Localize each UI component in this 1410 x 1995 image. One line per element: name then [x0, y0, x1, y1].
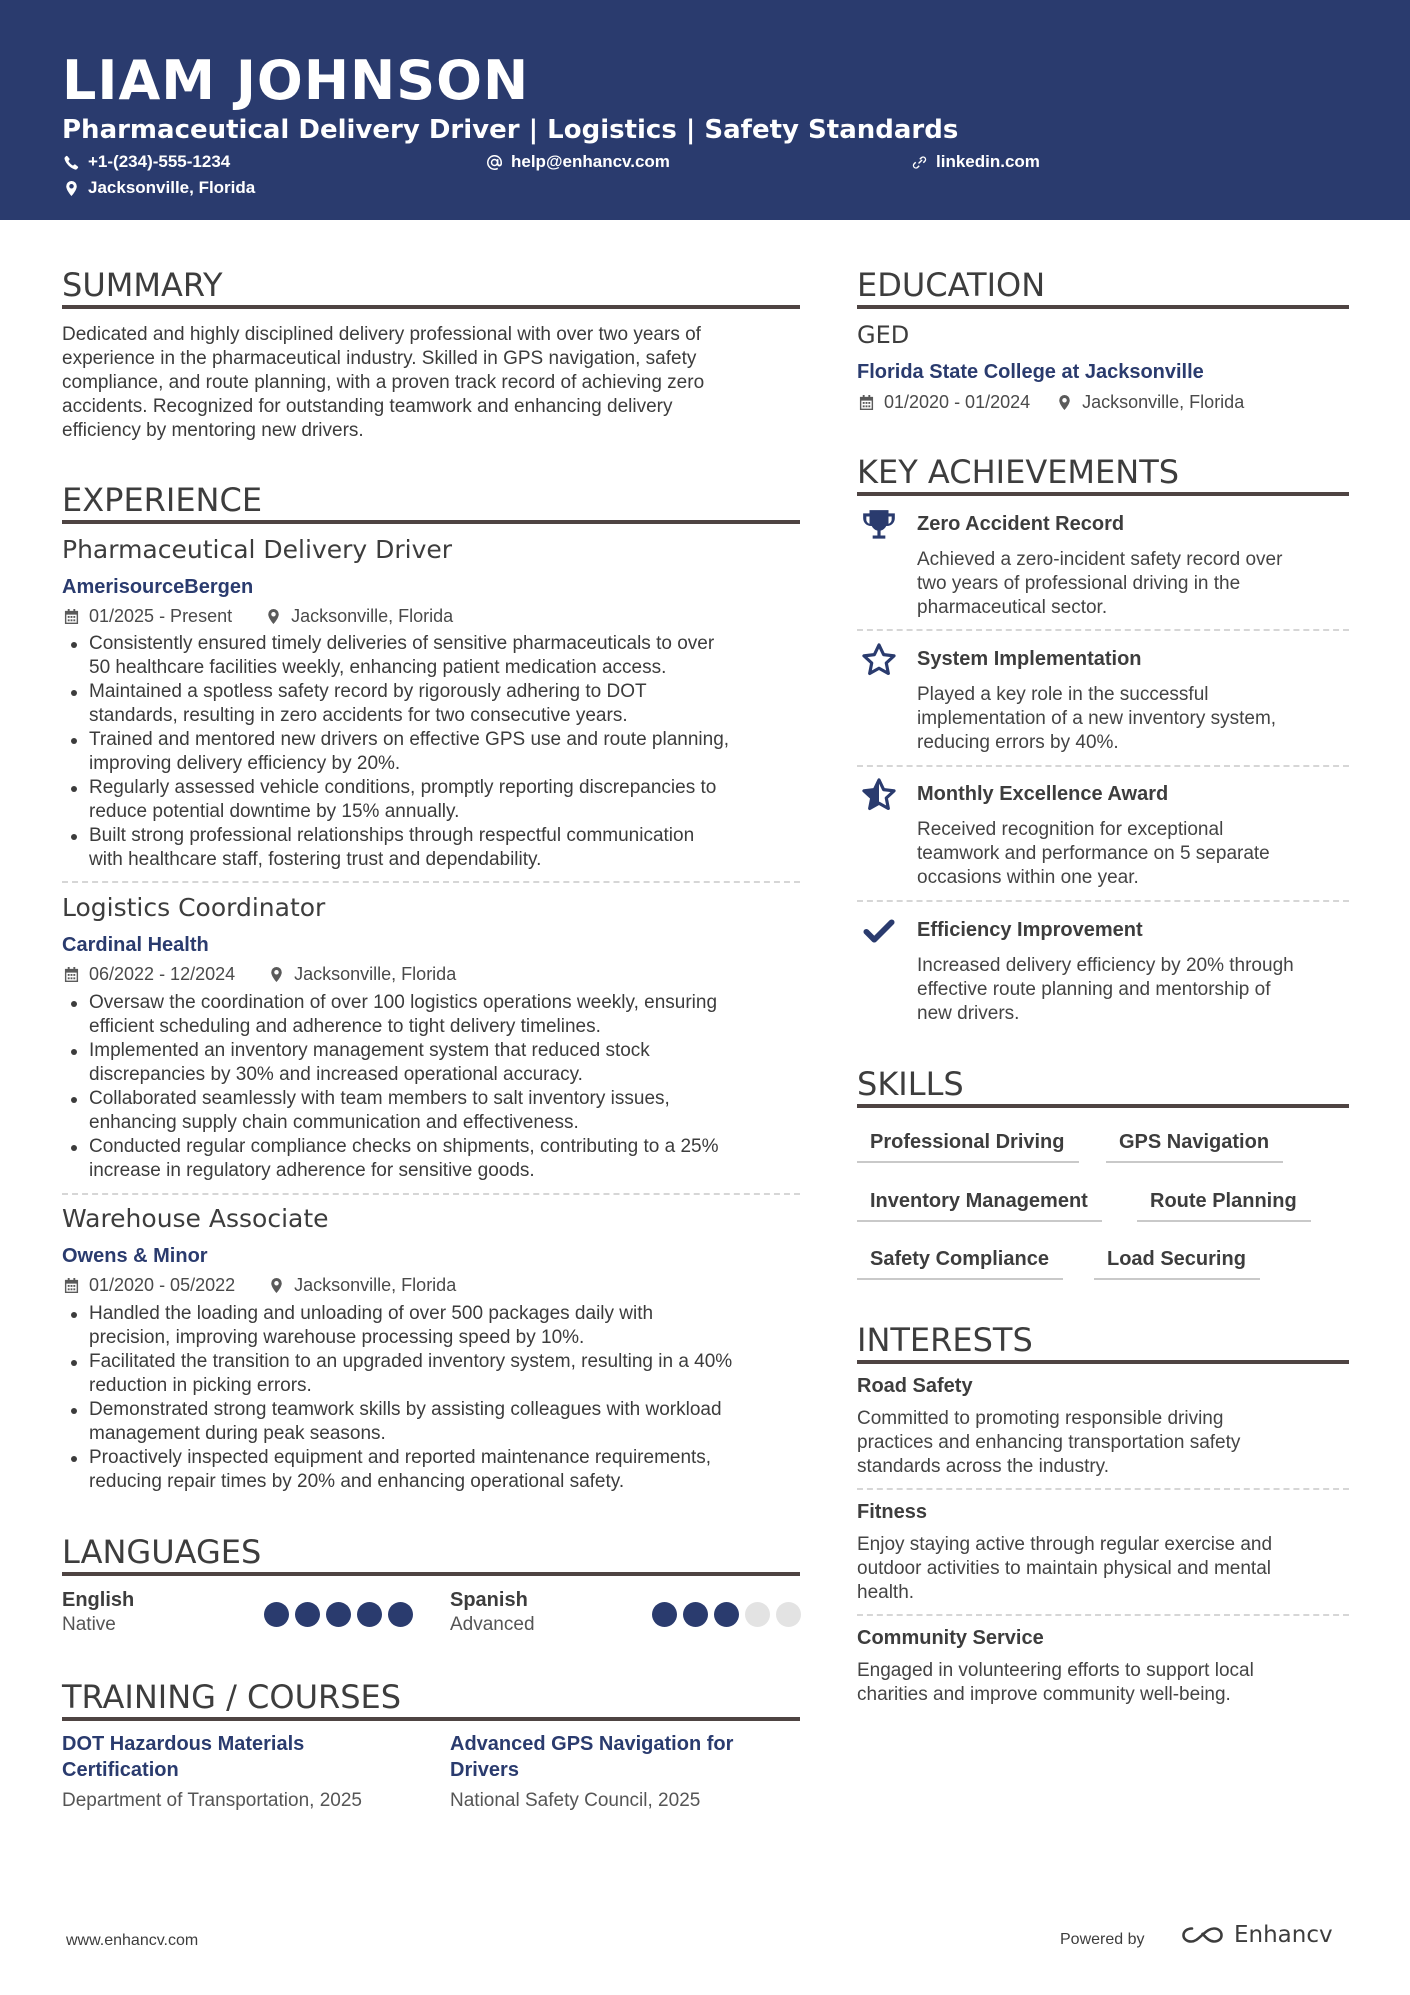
skills-heading: SKILLS: [857, 1065, 964, 1103]
education-rule: [857, 305, 1349, 309]
training-rule: [62, 1717, 800, 1721]
interest-desc: Engaged in volunteering efforts to support local charities and improve community well-being.: [857, 1660, 1254, 1705]
achievement-title: Zero Accident Record: [917, 513, 1125, 535]
language-level: Native: [62, 1614, 116, 1635]
language-name: Spanish: [450, 1589, 528, 1611]
checkmark-icon: [860, 912, 898, 950]
location-text: Jacksonville, Florida: [88, 178, 256, 197]
interest-title: Community Service: [857, 1627, 1044, 1649]
bullet-item: Demonstrated strong teamwork skills by assisting colleagues with workload management during peak seasons.: [62, 1398, 802, 1446]
course-title: Advanced GPS Navigation for Drivers: [450, 1733, 734, 1781]
job-location: Jacksonville, Florida: [294, 964, 457, 984]
skill-tag: Safety Compliance: [857, 1246, 1063, 1280]
rating-dot-filled: [388, 1602, 413, 1627]
rating-dot-empty: [745, 1602, 770, 1627]
location-pin-icon: [269, 967, 284, 982]
achievement-title: Efficiency Improvement: [917, 919, 1143, 941]
footer-url[interactable]: www.enhancv.com: [66, 1932, 199, 1949]
school-name: Florida State College at Jacksonville: [857, 361, 1204, 383]
brand-name: Enhancv: [1234, 1922, 1333, 1948]
language-rating: [652, 1602, 801, 1627]
bullet-item: Proactively inspected equipment and reported maintenance requirements, reducing repair times by 20% and enhancing operational safety.: [62, 1446, 802, 1494]
interest-desc: Committed to promoting responsible driving practices and enhancing transportation safety standards across the industry.: [857, 1408, 1241, 1477]
location-pin-icon: [269, 1278, 284, 1293]
summary-line: experience in the pharmaceutical industry. Skilled in GPS navigation, safety: [62, 348, 697, 369]
job-title: Logistics Coordinator: [62, 893, 326, 922]
rating-dot-filled: [326, 1602, 351, 1627]
resume-header: [0, 0, 1410, 220]
job-divider: [62, 1193, 800, 1195]
star-half-icon: [860, 776, 898, 814]
location-pin-icon: [266, 609, 281, 624]
bullet-item: Regularly assessed vehicle conditions, promptly reporting discrepancies to reduce potential downtime by 15% annually.: [62, 776, 802, 824]
skill-tag: Route Planning: [1137, 1188, 1311, 1222]
interest-title: Fitness: [857, 1501, 928, 1523]
job-location: Jacksonville, Florida: [294, 1275, 457, 1295]
job-bullets: [62, 991, 802, 1183]
calendar-icon: [64, 1278, 79, 1293]
skill-tag: Inventory Management: [857, 1188, 1102, 1222]
experience-heading: EXPERIENCE: [62, 481, 263, 519]
languages-heading: LANGUAGES: [62, 1533, 262, 1571]
star-outline-icon: [860, 641, 898, 679]
at-icon: [487, 155, 502, 170]
education-meta: [859, 391, 1244, 413]
interest-divider: [857, 1614, 1349, 1616]
job-meta: [64, 605, 453, 627]
job-dates: 01/2025 - Present: [89, 606, 233, 626]
rating-dot-filled: [683, 1602, 708, 1627]
course-title: DOT Hazardous Materials Certification: [62, 1733, 305, 1781]
language-level: Advanced: [450, 1614, 535, 1635]
bullet-item: Consistently ensured timely deliveries of sensitive pharmaceuticals to over 50 healthcare facilities weekly, enhancing patient medication access.: [62, 632, 802, 680]
course-provider: Department of Transportation, 2025: [62, 1790, 362, 1811]
location-pin-icon: [1057, 395, 1072, 410]
contact-linkedin[interactable]: [912, 151, 1040, 173]
skills-rule: [857, 1104, 1349, 1108]
rating-dot-filled: [714, 1602, 739, 1627]
contact-email[interactable]: [487, 151, 670, 173]
achievements-heading: KEY ACHIEVEMENTS: [857, 453, 1180, 491]
summary-heading: SUMMARY: [62, 266, 223, 304]
bullet-item: Conducted regular compliance checks on shipments, contributing to a 25% increase in regulatory adherence for sensitive goods.: [62, 1135, 802, 1183]
company-name: AmerisourceBergen: [62, 576, 254, 598]
interests-heading: INTERESTS: [857, 1321, 1033, 1359]
bullet-item: Implemented an inventory management system that reduced stock discrepancies by 30% and increased operational accuracy.: [62, 1039, 802, 1087]
course-provider: National Safety Council, 2025: [450, 1790, 701, 1811]
candidate-tagline: Pharmaceutical Delivery Driver | Logistics | Safety Standards: [62, 115, 959, 145]
education-heading: EDUCATION: [857, 266, 1046, 304]
interest-desc: Enjoy staying active through regular exercise and outdoor activities to maintain physical and mental health.: [857, 1534, 1273, 1603]
skill-tag: Load Securing: [1094, 1246, 1260, 1280]
experience-rule: [62, 520, 800, 524]
bullet-item: Built strong professional relationships through respectful communication with healthcare staff, fostering trust and dependability.: [62, 824, 802, 872]
contact-phone[interactable]: [64, 151, 230, 173]
company-name: Owens & Minor: [62, 1245, 208, 1267]
job-meta: [64, 1274, 456, 1296]
job-meta: [64, 963, 456, 985]
skill-tag: Professional Driving: [857, 1129, 1079, 1163]
education-location: Jacksonville, Florida: [1082, 392, 1245, 412]
job-dates: 06/2022 - 12/2024: [89, 964, 236, 984]
rating-dot-filled: [357, 1602, 382, 1627]
link-icon: [912, 155, 927, 170]
bullet-item: Oversaw the coordination of over 100 logistics operations weekly, ensuring efficient scheduling and adherence to tight delivery timelines.: [62, 991, 802, 1039]
interest-title: Road Safety: [857, 1375, 973, 1397]
bullet-item: Trained and mentored new drivers on effective GPS use and route planning, improving delivery efficiency by 20%.: [62, 728, 802, 776]
job-title: Pharmaceutical Delivery Driver: [62, 535, 453, 564]
language-rating: [264, 1602, 413, 1627]
languages-rule: [62, 1572, 800, 1576]
rating-dot-empty: [776, 1602, 801, 1627]
achievement-desc: Played a key role in the successful implementation of a new inventory system, reducing errors by 40%.: [917, 684, 1277, 753]
language-name: English: [62, 1589, 135, 1611]
summary-text: [62, 323, 800, 443]
achievement-desc: Increased delivery efficiency by 20% through effective route planning and mentorship of new drivers.: [917, 955, 1294, 1024]
bullet-item: Facilitated the transition to an upgraded inventory system, resulting in a 40% reduction in picking errors.: [62, 1350, 802, 1398]
job-divider: [62, 881, 800, 883]
calendar-icon: [64, 967, 79, 982]
company-name: Cardinal Health: [62, 934, 209, 956]
summary-line: Dedicated and highly disciplined delivery professional with over two years of: [62, 324, 701, 345]
powered-by-label: Powered by: [1060, 1931, 1145, 1948]
achievements-rule: [857, 492, 1349, 496]
summary-rule: [62, 305, 800, 309]
rating-dot-filled: [652, 1602, 677, 1627]
calendar-icon: [64, 609, 79, 624]
phone-icon: [64, 155, 79, 170]
calendar-icon: [859, 395, 874, 410]
interests-rule: [857, 1360, 1349, 1364]
achievement-desc: Achieved a zero-incident safety record over two years of professional driving in the pharmaceutical sector.: [917, 549, 1283, 618]
location-pin-icon: [64, 181, 79, 196]
achievement-divider: [857, 900, 1349, 902]
skill-tag: GPS Navigation: [1106, 1129, 1283, 1163]
candidate-name: LIAM JOHNSON: [62, 49, 530, 112]
bullet-item: Collaborated seamlessly with team members to salt inventory issues, enhancing supply chain communication and effectiveness.: [62, 1087, 802, 1135]
bullet-item: Handled the loading and unloading of over 500 packages daily with precision, improving warehouse processing speed by 10%.: [62, 1302, 802, 1350]
achievement-title: Monthly Excellence Award: [917, 783, 1169, 805]
bullet-item: Maintained a spotless safety record by rigorously adhering to DOT standards, resulting in zero accidents for two consecutive years.: [62, 680, 802, 728]
summary-line: efficiency by mentoring new drivers.: [62, 420, 364, 441]
email-text: help@enhancv.com: [511, 152, 670, 171]
job-location: Jacksonville, Florida: [291, 606, 454, 626]
trophy-icon: [860, 507, 898, 545]
contact-location: [64, 177, 255, 199]
achievement-desc: Received recognition for exceptional teamwork and performance on 5 separate occasions within one year.: [917, 819, 1270, 888]
linkedin-text: linkedin.com: [936, 152, 1040, 171]
job-dates: 01/2020 - 05/2022: [89, 1275, 236, 1295]
job-bullets: [62, 632, 802, 872]
education-dates: 01/2020 - 01/2024: [884, 392, 1031, 412]
achievement-divider: [857, 629, 1349, 631]
enhancv-logo[interactable]: [1180, 1922, 1333, 1948]
infinity-logo-icon: [1180, 1923, 1226, 1947]
degree: GED: [857, 321, 910, 349]
phone-text: +1-(234)-555-1234: [88, 152, 231, 171]
interest-divider: [857, 1488, 1349, 1490]
training-heading: TRAINING / COURSES: [62, 1678, 402, 1716]
summary-line: accidents. Recognized for outstanding teamwork and enhancing delivery: [62, 396, 673, 417]
rating-dot-filled: [264, 1602, 289, 1627]
achievement-title: System Implementation: [917, 648, 1142, 670]
job-bullets: [62, 1302, 802, 1494]
job-title: Warehouse Associate: [62, 1204, 329, 1233]
rating-dot-filled: [295, 1602, 320, 1627]
summary-line: compliance, and route planning, with a proven track record of achieving zero: [62, 372, 705, 393]
achievement-divider: [857, 765, 1349, 767]
